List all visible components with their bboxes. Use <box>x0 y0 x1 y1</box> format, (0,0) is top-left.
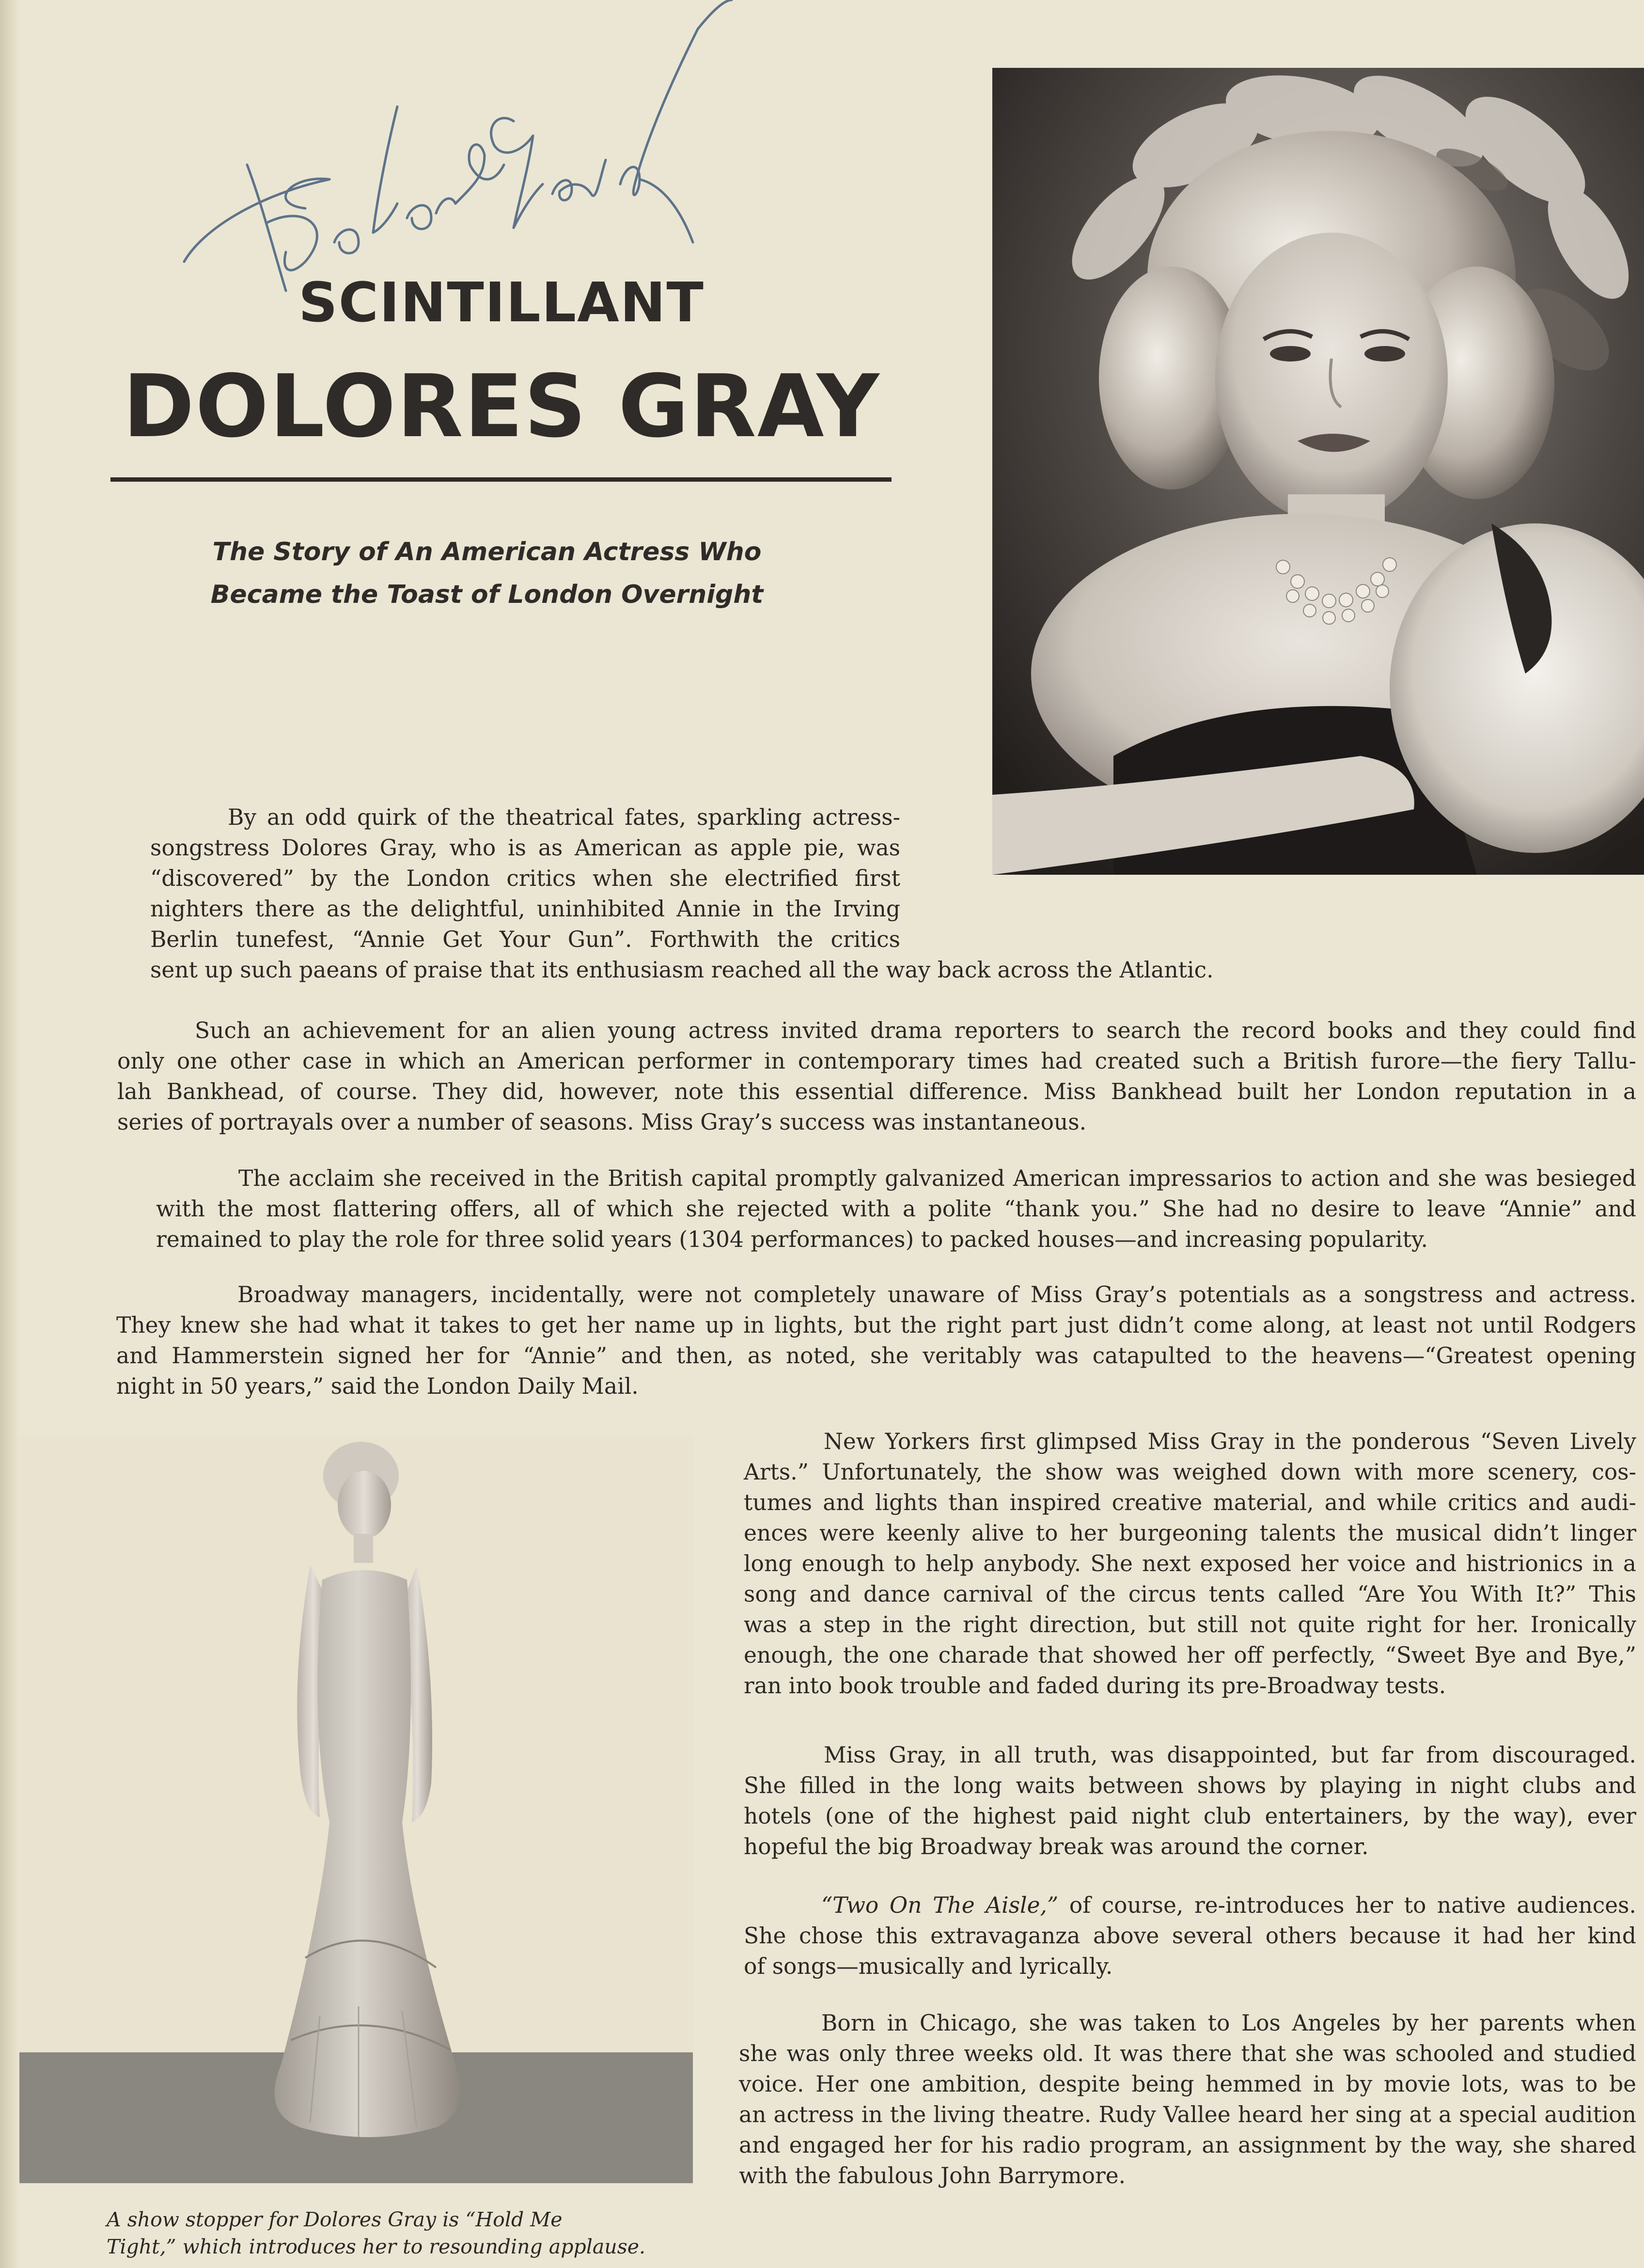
text-line: She chose this extravaganza above several others because it had her kind <box>744 1923 1636 1949</box>
text-line: tumes and lights than inspired creative material, and while critics and audi- <box>744 1490 1636 1515</box>
text-line: voice. Her one ambition, despite being hemmed in by movie lots, was to be <box>739 2071 1636 2097</box>
show-title: “Two On The Aisle,” <box>821 1892 1059 1918</box>
deck-line: Became the Toast of London Overnight <box>210 580 764 609</box>
text-line: and engaged her for his radio program, an assignment by the way, she shared <box>739 2132 1636 2158</box>
body-paragraph <box>117 1015 1636 1137</box>
text-line: hopeful the big Broadway break was around the corner. <box>744 1834 1369 1859</box>
body-paragraph <box>744 1740 1636 1862</box>
text-line: an actress in the living theatre. Rudy Vallee heard her sing at a special audition <box>739 2102 1636 2127</box>
text-line: with the fabulous John Barrymore. <box>739 2163 1126 2189</box>
text-line: song and dance carnival of the circus tents called “Are You With It?” This <box>744 1581 1636 1607</box>
text-line: remained to play the role for three solid years (1304 performances) to packed houses—and increasing popularity. <box>156 1227 1428 1252</box>
text-line: The acclaim she received in the British capital promptly galvanized American impressarios to action and she was besieged <box>238 1166 1636 1191</box>
text-run: of course, re-introduces her to native audiences. <box>1058 1892 1636 1918</box>
text-line: enough, the one charade that showed her off perfectly, “Sweet Bye and Bye,” <box>744 1642 1636 1668</box>
article-deck <box>145 531 829 616</box>
body-paragraph-continued <box>156 1194 1636 1255</box>
text-line: sent up such paeans of praise that its enthusiasm reached all the way back across the Atlantic. <box>150 957 1214 983</box>
photo-caption <box>107 2206 649 2260</box>
page-binding-edge <box>0 0 20 2268</box>
text-line: ran into book trouble and faded during its pre-Broadway tests. <box>744 1673 1446 1699</box>
body-paragraph-continued <box>150 955 1313 985</box>
text-line: New Yorkers first glimpsed Miss Gray in the ponderous “Seven Lively <box>824 1429 1636 1454</box>
body-paragraph <box>116 1279 1636 1402</box>
text-line: Berlin tunefest, “Annie Get Your Gun”. Forthwith the critics <box>150 927 900 952</box>
text-line: ences were keenly alive to her burgeoning talents the musical didn’t linger <box>744 1520 1636 1546</box>
autograph-signature <box>145 0 775 310</box>
text-line: and Hammerstein signed her for “Annie” and then, as noted, she veritably was catapulted to the heavens—“Greatest opening <box>116 1343 1636 1369</box>
text-line: They knew she had what it takes to get her name up in lights, but the right part just didn’t come along, at least not until Rodgers <box>116 1312 1636 1338</box>
portrait-photo <box>992 68 1644 875</box>
text-line: Broadway managers, incidentally, were not completely unaware of Miss Gray’s potentials as a songstress and actress. <box>237 1282 1636 1307</box>
text-line: only one other case in which an American performer in contemporary times had created such a British furore—the fiery Tallu- <box>117 1048 1636 1074</box>
caption-line: Tight,” which introduces her to resounding applause. <box>107 2235 646 2258</box>
text-line: nighters there as the delightful, uninhibited Annie in the Irving <box>150 896 900 922</box>
body-paragraph <box>744 1426 1636 1701</box>
text-line: Such an achievement for an alien young actress invited drama reporters to search the record books and they could find <box>195 1018 1636 1043</box>
text-line: Arts.” Unfortunately, the show was weighed down with more scenery, cos- <box>744 1459 1636 1485</box>
text-line: She filled in the long waits between shows by playing in night clubs and <box>744 1773 1636 1798</box>
caption-line: A show stopper for Dolores Gray is “Hold Me <box>107 2208 563 2231</box>
body-paragraph <box>739 2008 1636 2191</box>
text-line: Born in Chicago, she was taken to Los Angeles by her parents when <box>821 2010 1636 2036</box>
headline-rule <box>110 477 892 482</box>
text-line: with the most flattering offers, all of which she rejected with a polite “thank you.” She had no desire to leave “Annie” and <box>156 1196 1636 1222</box>
body-paragraph <box>150 802 900 955</box>
text-line: she was only three weeks old. It was there that she was schooled and studied <box>739 2041 1636 2066</box>
text-line: “discovered” by the London critics when she electrified first <box>150 866 900 891</box>
text-line: long enough to help anybody. She next exposed her voice and histrionics in a <box>744 1551 1636 1576</box>
text-line: of songs—musically and lyrically. <box>744 1953 1113 1979</box>
text-line: By an odd quirk of the theatrical fates, sparkling actress- <box>228 804 900 830</box>
text-line: was a step in the right direction, but still not quite right for her. Ironically <box>744 1612 1636 1638</box>
deck-line: The Story of An American Actress Who <box>212 537 762 567</box>
article-kicker: SCINTILLANT <box>298 271 705 334</box>
body-paragraph <box>156 1163 1636 1194</box>
text-line: series of portrayals over a number of seasons. Miss Gray’s success was instantaneous. <box>117 1109 1087 1135</box>
text-line: lah Bankhead, of course. They did, however, note this essential difference. Miss Bankhead built her London reputation in a <box>117 1079 1636 1104</box>
text-line <box>744 1890 1636 1921</box>
text-line: Miss Gray, in all truth, was disappointed, but far from discouraged. <box>824 1742 1636 1768</box>
text-line: night in 50 years,” said the London Daily Mail. <box>116 1373 639 1399</box>
text-line: songstress Dolores Gray, who is as American as apple pie, was <box>150 835 900 861</box>
full-length-photo <box>19 1434 693 2183</box>
text-line: hotels (one of the highest paid night club entertainers, by the way), ever <box>744 1803 1636 1829</box>
article-headline: DOLORES GRAY <box>123 356 880 457</box>
body-paragraph <box>744 1890 1636 1982</box>
